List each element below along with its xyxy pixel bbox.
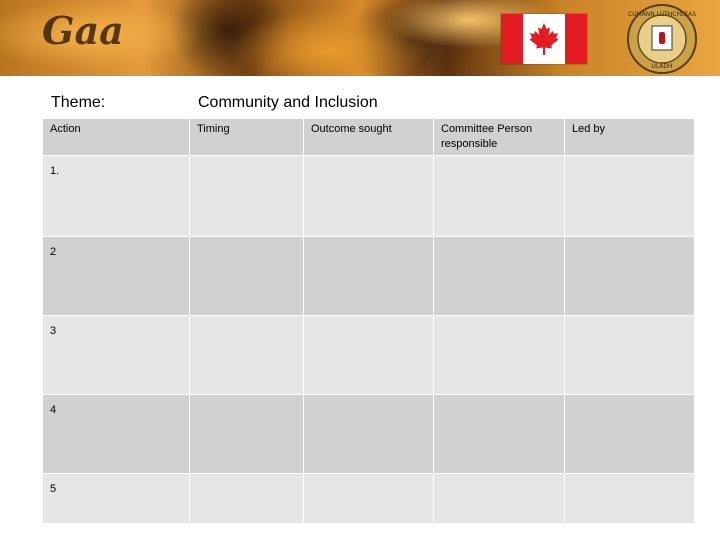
action-cell[interactable]: 3 <box>43 315 190 394</box>
outcome-cell[interactable] <box>304 473 434 523</box>
gaa-logo-icon <box>40 8 130 54</box>
table-row <box>43 394 695 473</box>
outcome-cell[interactable] <box>304 155 434 236</box>
led-by-cell[interactable] <box>565 155 695 236</box>
table-row <box>43 315 695 394</box>
outcome-cell[interactable] <box>304 236 434 315</box>
led-by-cell[interactable] <box>565 473 695 523</box>
timing-cell[interactable] <box>190 315 304 394</box>
action-plan-table <box>42 118 695 524</box>
svg-text:ULADH: ULADH <box>651 63 673 70</box>
led-by-cell[interactable] <box>565 394 695 473</box>
theme-title: Community and Inclusion <box>198 94 378 111</box>
outcome-cell[interactable] <box>304 315 434 394</box>
led-by-cell[interactable] <box>565 315 695 394</box>
canada-flag-icon <box>501 14 587 64</box>
column-header-outcome: Outcome sought <box>304 119 434 156</box>
column-header-timing: Timing <box>190 119 304 156</box>
person-cell[interactable] <box>434 473 565 523</box>
svg-text:Gaa: Gaa <box>42 8 124 53</box>
person-cell[interactable] <box>434 236 565 315</box>
table-row <box>43 236 695 315</box>
person-cell[interactable] <box>434 394 565 473</box>
led-by-cell[interactable] <box>565 236 695 315</box>
column-header-committee-person: Committee Person responsible <box>434 119 565 156</box>
column-header-action: Action <box>43 119 190 156</box>
action-cell[interactable]: 2 <box>43 236 190 315</box>
table-row <box>43 155 695 236</box>
ulster-gaa-crest-icon <box>612 2 712 74</box>
table-header-row <box>43 119 695 156</box>
timing-cell[interactable] <box>190 236 304 315</box>
theme-label: Theme: <box>51 94 106 111</box>
action-cell[interactable]: 5 <box>43 473 190 523</box>
person-cell[interactable] <box>434 315 565 394</box>
timing-cell[interactable] <box>190 155 304 236</box>
table-row <box>43 473 695 523</box>
action-cell[interactable]: 4 <box>43 394 190 473</box>
column-header-led-by: Led by <box>565 119 695 156</box>
header-banner <box>0 0 720 76</box>
timing-cell[interactable] <box>190 394 304 473</box>
action-cell[interactable]: 1. <box>43 155 190 236</box>
person-cell[interactable] <box>434 155 565 236</box>
timing-cell[interactable] <box>190 473 304 523</box>
svg-text:CUMANN LÚTHCHLEAS: CUMANN LÚTHCHLEAS <box>627 11 697 18</box>
outcome-cell[interactable] <box>304 394 434 473</box>
